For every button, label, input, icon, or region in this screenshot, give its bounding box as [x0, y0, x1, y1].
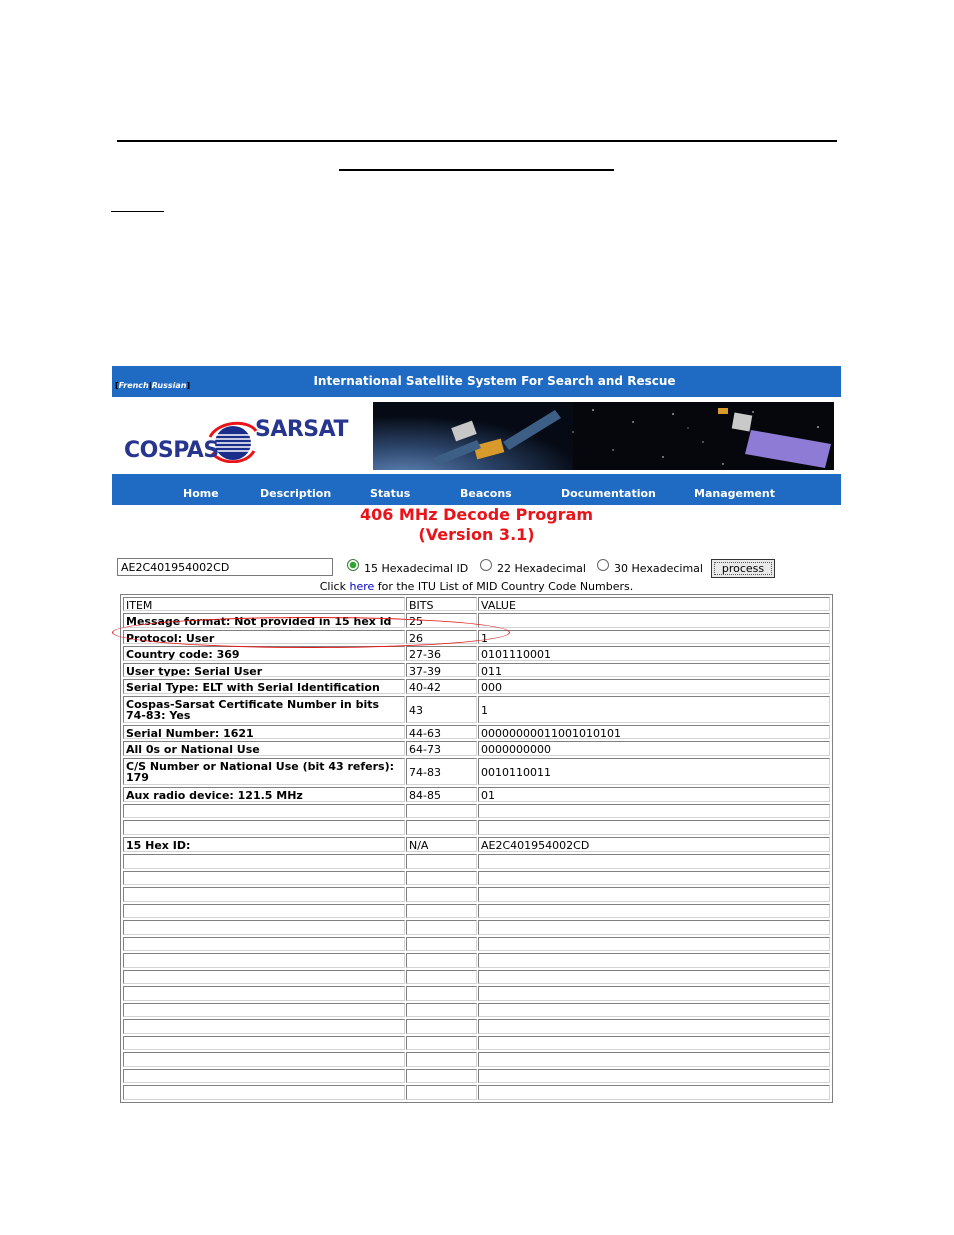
- bits-cell: [406, 937, 477, 951]
- bits-cell: 40-42: [406, 679, 477, 694]
- table-row: [121, 1052, 832, 1069]
- table-row: [121, 1003, 832, 1019]
- bits-cell: [406, 970, 477, 984]
- radio-22-hex[interactable]: [480, 559, 492, 571]
- bits-cell: 44-63: [406, 725, 477, 739]
- french-link[interactable]: French: [118, 381, 149, 390]
- value-cell: [478, 937, 830, 951]
- header-item: ITEM: [123, 597, 405, 611]
- radio-15-hex-label: 15 Hexadecimal ID: [364, 562, 469, 575]
- table-row: [121, 887, 832, 904]
- table-row: [121, 986, 832, 1003]
- bits-cell: [406, 1036, 477, 1050]
- item-cell: [123, 986, 405, 1001]
- table-row: [121, 725, 832, 741]
- bits-cell: 25: [406, 613, 477, 628]
- itu-here-link[interactable]: here: [349, 580, 375, 593]
- value-cell: [478, 1019, 830, 1034]
- table-row: [121, 970, 832, 986]
- horizontal-rule: [111, 211, 164, 212]
- value-cell: [478, 1036, 830, 1050]
- item-cell: [123, 970, 405, 984]
- value-cell: [478, 986, 830, 1001]
- value-cell: [478, 1085, 830, 1100]
- item-cell: 15 Hex ID:: [123, 837, 405, 852]
- nav-description[interactable]: Description: [260, 487, 332, 500]
- nav-management[interactable]: Management: [694, 487, 775, 500]
- value-cell: [478, 804, 830, 818]
- table-row: [121, 920, 832, 937]
- table-row: [121, 1085, 832, 1102]
- radio-22-hex-label: 22 Hexadecimal: [497, 562, 586, 575]
- program-title-line1: 406 MHz Decode Program: [359, 505, 594, 524]
- item-cell: [123, 937, 405, 951]
- horizontal-rule: [339, 169, 614, 171]
- value-cell: [478, 1052, 830, 1067]
- table-row: [121, 758, 832, 787]
- bits-cell: 84-85: [406, 787, 477, 802]
- item-cell: [123, 953, 405, 968]
- decode-results-table: [120, 594, 833, 1103]
- item-cell: [123, 1036, 405, 1050]
- radio-15-hex[interactable]: [347, 559, 359, 571]
- item-cell: [123, 887, 405, 902]
- horizontal-rule: [117, 140, 837, 142]
- table-row: [121, 904, 832, 920]
- header-value: VALUE: [478, 597, 830, 611]
- protocol-row-highlight-ellipse: [112, 617, 510, 648]
- program-title-line2: (Version 3.1): [418, 525, 535, 544]
- bits-cell: [406, 871, 477, 885]
- table-header-row: [121, 597, 832, 613]
- bits-cell: 27-36: [406, 646, 477, 661]
- bits-cell: 37-39: [406, 663, 477, 677]
- process-button[interactable]: process: [711, 559, 775, 578]
- nav-status[interactable]: Status: [370, 487, 411, 500]
- table-row: [121, 679, 832, 696]
- table-row: [121, 646, 832, 663]
- value-cell: 1: [478, 630, 830, 644]
- item-cell: [123, 1003, 405, 1017]
- item-cell: [123, 1019, 405, 1034]
- item-cell: Country code: 369: [123, 646, 405, 661]
- bits-cell: 64-73: [406, 741, 477, 756]
- value-cell: [478, 613, 830, 628]
- bits-cell: [406, 820, 477, 835]
- table-row: [121, 663, 832, 679]
- radio-30-hex[interactable]: [597, 559, 609, 571]
- header-bits: BITS: [406, 597, 477, 611]
- table-row: [121, 953, 832, 970]
- logo-text-cospas: COSPAS: [124, 438, 219, 463]
- bits-cell: [406, 1052, 477, 1067]
- bits-cell: [406, 1003, 477, 1017]
- bits-cell: [406, 953, 477, 968]
- russian-link[interactable]: Russian: [151, 381, 187, 390]
- value-cell: 01: [478, 787, 830, 802]
- item-cell: [123, 1069, 405, 1083]
- nav-documentation[interactable]: Documentation: [561, 487, 656, 500]
- table-row: [121, 1019, 832, 1036]
- table-row: [121, 804, 832, 820]
- table-row: [121, 854, 832, 871]
- item-cell: [123, 920, 405, 935]
- radio-30-hex-label: 30 Hexadecimal: [614, 562, 703, 575]
- value-cell: AE2C401954002CD: [478, 837, 830, 852]
- language-links: [French|Russian]: [115, 381, 191, 390]
- hex-id-input[interactable]: [117, 558, 333, 576]
- bits-cell: [406, 904, 477, 918]
- value-cell: 0101110001: [478, 646, 830, 661]
- item-cell: Protocol: User: [123, 630, 405, 644]
- nav-home[interactable]: Home: [183, 487, 219, 500]
- value-cell: [478, 953, 830, 968]
- bits-cell: [406, 854, 477, 869]
- nav-bar: [112, 474, 841, 505]
- item-cell: [123, 820, 405, 835]
- bits-cell: [406, 986, 477, 1001]
- value-cell: [478, 854, 830, 869]
- bits-cell: [406, 1019, 477, 1034]
- bits-cell: N/A: [406, 837, 477, 852]
- item-cell: [123, 854, 405, 869]
- decoder-screenshot: [112, 366, 841, 1106]
- item-cell: [123, 1052, 405, 1067]
- table-row: [121, 787, 832, 804]
- item-cell: Aux radio device: 121.5 MHz: [123, 787, 405, 802]
- bits-cell: [406, 887, 477, 902]
- bits-cell: [406, 1069, 477, 1083]
- item-cell: [123, 804, 405, 818]
- value-cell: 00000000011001010101: [478, 725, 830, 739]
- program-title: [112, 505, 841, 545]
- value-cell: [478, 970, 830, 984]
- top-bar: [112, 366, 841, 397]
- itu-list-line: Click here for the ITU List of MID Country Code Numbers.: [319, 580, 634, 593]
- banner: [112, 397, 841, 475]
- bits-cell: 43: [406, 696, 477, 723]
- item-cell: Message format: Not provided in 15 hex id: [123, 613, 405, 628]
- cospas-sarsat-logo: [120, 407, 360, 467]
- nav-beacons[interactable]: Beacons: [460, 487, 512, 500]
- bits-cell: [406, 804, 477, 818]
- table-row: [121, 1036, 832, 1052]
- value-cell: 0000000000: [478, 741, 830, 756]
- table-row: [121, 696, 832, 725]
- value-cell: 011: [478, 663, 830, 677]
- site-title: International Satellite System For Search and Rescue: [313, 374, 676, 388]
- item-cell: All 0s or National Use: [123, 741, 405, 756]
- satellite-banner-image: [373, 402, 834, 470]
- item-cell: [123, 871, 405, 885]
- item-cell: Cospas-Sarsat Certificate Number in bits 74-83: Yes: [123, 696, 405, 723]
- item-cell: Serial Type: ELT with Serial Identification: [123, 679, 405, 694]
- value-cell: 1: [478, 696, 830, 723]
- value-cell: [478, 820, 830, 835]
- value-cell: [478, 904, 830, 918]
- value-cell: [478, 1069, 830, 1083]
- item-cell: Serial Number: 1621: [123, 725, 405, 739]
- logo-text-sarsat: SARSAT: [255, 417, 348, 442]
- value-cell: [478, 1003, 830, 1017]
- table-row: [121, 820, 832, 837]
- table-row: [121, 741, 832, 758]
- value-cell: [478, 887, 830, 902]
- value-cell: 000: [478, 679, 830, 694]
- value-cell: [478, 920, 830, 935]
- item-cell: [123, 1085, 405, 1100]
- bits-cell: [406, 1085, 477, 1100]
- bits-cell: [406, 920, 477, 935]
- table-row: [121, 837, 832, 854]
- bits-cell: 26: [406, 630, 477, 644]
- table-row: [121, 1069, 832, 1085]
- item-cell: [123, 904, 405, 918]
- bits-cell: 74-83: [406, 758, 477, 785]
- value-cell: 0010110011: [478, 758, 830, 785]
- item-cell: C/S Number or National Use (bit 43 refers): 179: [123, 758, 405, 785]
- table-row: [121, 871, 832, 887]
- table-row: [121, 937, 832, 953]
- value-cell: [478, 871, 830, 885]
- item-cell: User type: Serial User: [123, 663, 405, 677]
